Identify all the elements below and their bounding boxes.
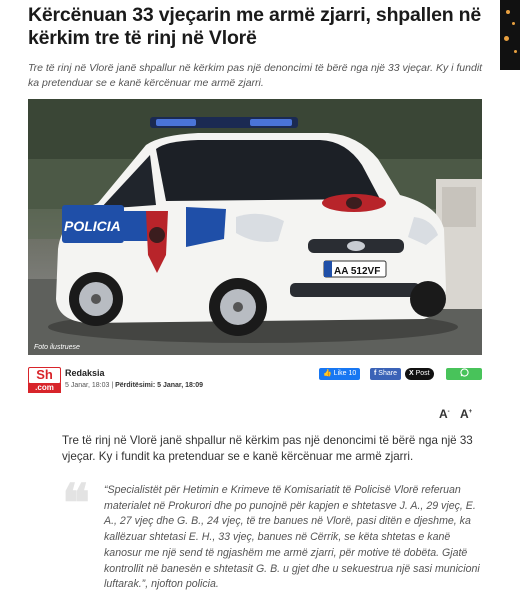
thumbs-up-icon: 👍 [323,370,332,377]
share-label: Share [378,370,397,377]
increase-text-size-button[interactable]: A+ [460,407,473,421]
whatsapp-share-button[interactable] [446,368,482,380]
article [28,0,484,395]
license-plate: AA 512VF [334,266,381,277]
font-increase-icon: A [460,407,469,421]
quote-mark-icon: ❝ [62,473,90,534]
updated-date: 5 Janar, 18:09 [157,382,204,389]
article-headline: Kërcënuan 33 vjeçarin me armë zjarri, shpallen në kërkim tre të rinj në Vlorë [28,4,482,49]
image-caption: Foto ilustruese [34,344,80,351]
updated-label: Përditësimi: [115,382,156,389]
police-quote: “Specialistët për Hetimin e Krimeve të Komisariatit të Policisë Vlorë referuan materialet në Prokurori dhe po punojnë për kapjen e shtetasve J. A., 29 vjeç, E. A., 27 vjeç dhe G. B., 24 vjeç, të tre banues në Vlorë, pasi ditën e djeshme, ka kallëzuar shtetasi E. H., 33 vjeç, banues në Cërrik, se këta shtetas e kanë kanosur me një send të ngjashëm me armë zjarri, për motive të dobëta. Gjatë kontrollit në banesën e shtetasit G. B. u gjet dhe u sekuestrua një sasi municioni luftarak.”, njofton policia. [104,484,480,591]
decrease-text-size-button[interactable]: A- [439,407,450,421]
article-hero-image [28,99,482,355]
police-car-illustration [28,99,482,355]
x-icon: X [409,370,414,377]
font-decrease-icon: A [439,407,448,421]
sidebar-thumbnail[interactable] [500,0,520,70]
article-paragraph: Tre të rinj në Vlorë janë shpallur në kërkim pas një denoncimi të bërë nga një 33 vjeçar. Ky i fundit ka pretenduar se e kanë kërcënuar me armë zjarri. [62,434,473,463]
site-logo[interactable] [28,367,61,393]
post-label: Post [415,370,430,377]
facebook-icon: f [374,370,377,377]
whatsapp-icon [460,368,469,377]
date-separator: | [109,382,116,389]
logo-com: .com [28,383,61,393]
article-byline [28,365,484,395]
published-date: 5 Janar, 18:03 [65,382,110,389]
like-label: Like 10 [333,370,357,377]
facebook-share-button[interactable] [370,368,401,380]
article-lead: Tre të rinj në Vlorë janë shpallur në kërkim pas një denoncimi të bërë nga një 33 vjeçar. Ky i fundit ka pretenduar se e kanë kërcënuar me armë zjarri. [28,62,483,89]
facebook-like-button[interactable] [319,368,360,380]
author-name[interactable]: Redaksia [65,368,105,378]
logo-sh: Sh [28,367,61,384]
x-post-button[interactable] [405,368,434,380]
publish-dates [65,382,203,389]
car-door-label: POLICIA [64,218,121,234]
